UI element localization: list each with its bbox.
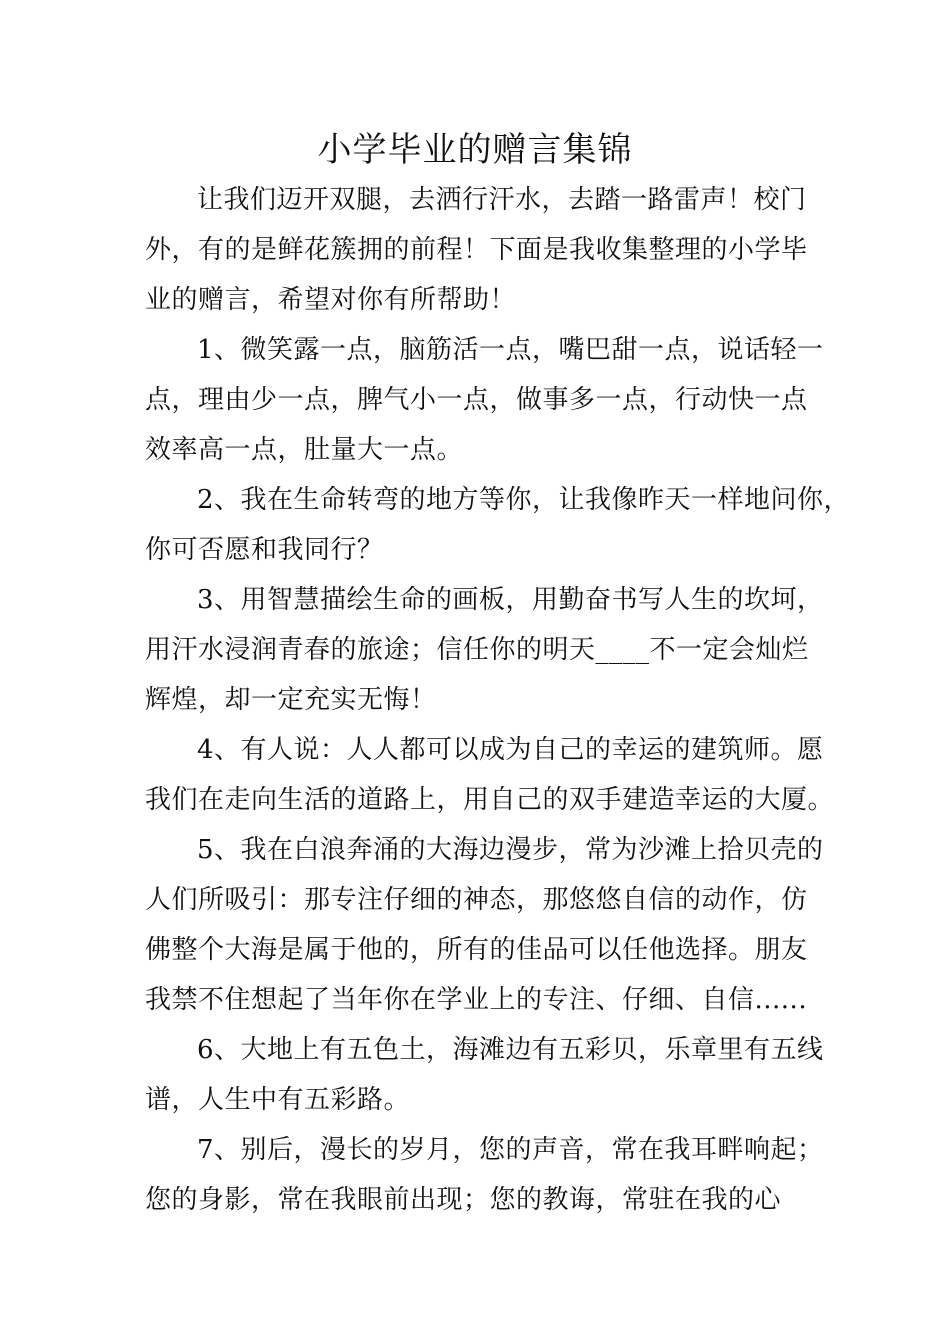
text-line: 外，有的是鲜花簇拥的前程！下面是我收集整理的小学毕 (145, 235, 808, 265)
text-line: 我禁不住想起了当年你在学业上的专注、仔细、自信...... (145, 985, 808, 1015)
text-line: 您的身影，常在我眼前出现；您的教诲，常驻在我的心 (145, 1185, 782, 1215)
document-title: 小学毕业的赠言集锦 (317, 130, 633, 170)
text-line: 4、有人说：人人都可以成为自己的幸运的建筑师。愿 (197, 735, 824, 765)
text-line: 6、大地上有五色土，海滩边有五彩贝，乐章里有五线 (197, 1035, 824, 1065)
text-line: 我们在走向生活的道路上，用自己的双手建造幸运的大厦。 (145, 785, 835, 815)
text-line: 3、用智慧描绘生命的画板，用勤奋书写人生的坎坷， (197, 585, 824, 615)
text-line: 你可否愿和我同行？ (145, 535, 384, 565)
text-line: 用汗水浸润青春的旅途；信任你的明天____不一定会灿烂 (145, 635, 809, 665)
text-line: 效率高一点，肚量大一点。 (145, 435, 464, 465)
text-line: 人们所吸引：那专注仔细的神态，那悠悠自信的动作，仿 (145, 885, 808, 915)
text-line: 业的赠言，希望对你有所帮助！ (145, 285, 517, 315)
text-line: 让我们迈开双腿，去洒行汗水，去踏一路雷声！校门 (197, 185, 807, 215)
text-line: 佛整个大海是属于他的，所有的佳品可以任他选择。朋友 (145, 935, 808, 965)
text-line: 1、微笑露一点，脑筋活一点，嘴巴甜一点，说话轻一 (197, 335, 824, 365)
text-line: 辉煌，却一定充实无悔！ (145, 685, 437, 715)
text-line: 谱，人生中有五彩路。 (145, 1085, 411, 1115)
text-line: 5、我在白浪奔涌的大海边漫步，常为沙滩上拾贝壳的 (197, 835, 824, 865)
text-line: 7、别后，漫长的岁月，您的声音，常在我耳畔响起； (197, 1135, 824, 1165)
text-line: 2、我在生命转弯的地方等你，让我像昨天一样地问你， (197, 485, 851, 515)
text-line: 点，理由少一点，脾气小一点，做事多一点，行动快一点 (145, 385, 808, 415)
